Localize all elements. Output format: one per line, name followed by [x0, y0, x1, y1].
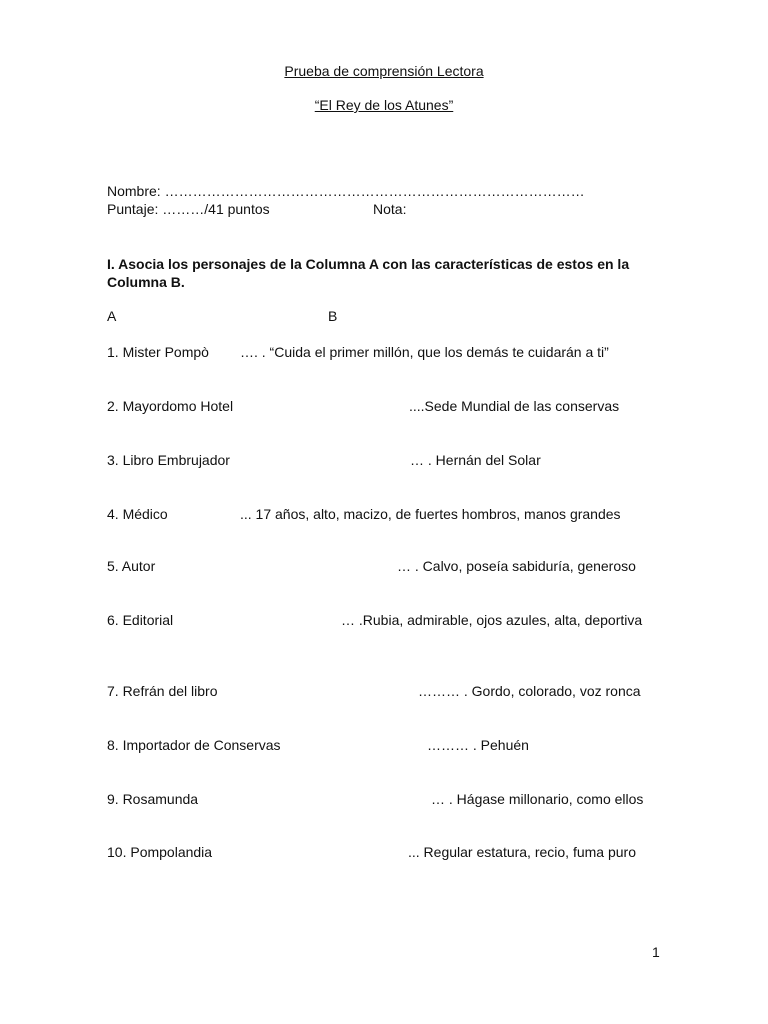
page-number: 1: [652, 944, 660, 960]
list-item-a: 1. Mister Pompò: [107, 344, 209, 360]
list-item-b: ……… . Pehuén: [427, 737, 529, 753]
list-item-b: …. . “Cuida el primer millón, que los demás te cuidarán a ti”: [240, 344, 609, 360]
document-subtitle: “El Rey de los Atunes”: [314, 97, 454, 113]
document-title: Prueba de comprensión Lectora: [284, 63, 484, 79]
list-item-a: 5. Autor: [107, 558, 156, 574]
list-item-a: 7. Refrán del libro: [107, 683, 218, 699]
list-item-a: 9. Rosamunda: [107, 791, 199, 807]
list-item-a: 10. Pompolandia: [107, 844, 213, 860]
nota-label: Nota:: [373, 201, 407, 217]
list-item-b: ... Regular estatura, recio, fuma puro: [408, 844, 636, 860]
list-item-a: 4. Médico: [107, 506, 168, 522]
list-item-b: ……… . Gordo, colorado, voz ronca: [418, 683, 641, 699]
puntaje-line: Puntaje: ………/41 puntos: [107, 201, 270, 217]
list-item-a: 2. Mayordomo Hotel: [107, 398, 234, 414]
column-b-header: B: [328, 308, 338, 324]
list-item-b: ... 17 años, alto, macizo, de fuertes hombros, manos grandes: [240, 506, 621, 522]
nombre-line: Nombre: ………………………………………………………………………………: [107, 183, 585, 199]
list-item-a: 8. Importador de Conservas: [107, 737, 281, 753]
column-a-header: A: [107, 308, 117, 324]
list-item-a: 3. Libro Embrujador: [107, 452, 230, 468]
section-title: I. Asocia los personajes de la Columna A con las características de estos en la Columna B.: [107, 256, 630, 290]
list-item-b: … . Hágase millonario, como ellos: [431, 791, 644, 807]
list-item-a: 6. Editorial: [107, 612, 174, 628]
list-item-b: … . Calvo, poseía sabiduría, generoso: [397, 558, 636, 574]
list-item-b: … . Hernán del Solar: [410, 452, 541, 468]
list-item-b: ....Sede Mundial de las conservas: [409, 398, 620, 414]
list-item-b: … .Rubia, admirable, ojos azules, alta, deportiva: [341, 612, 643, 628]
